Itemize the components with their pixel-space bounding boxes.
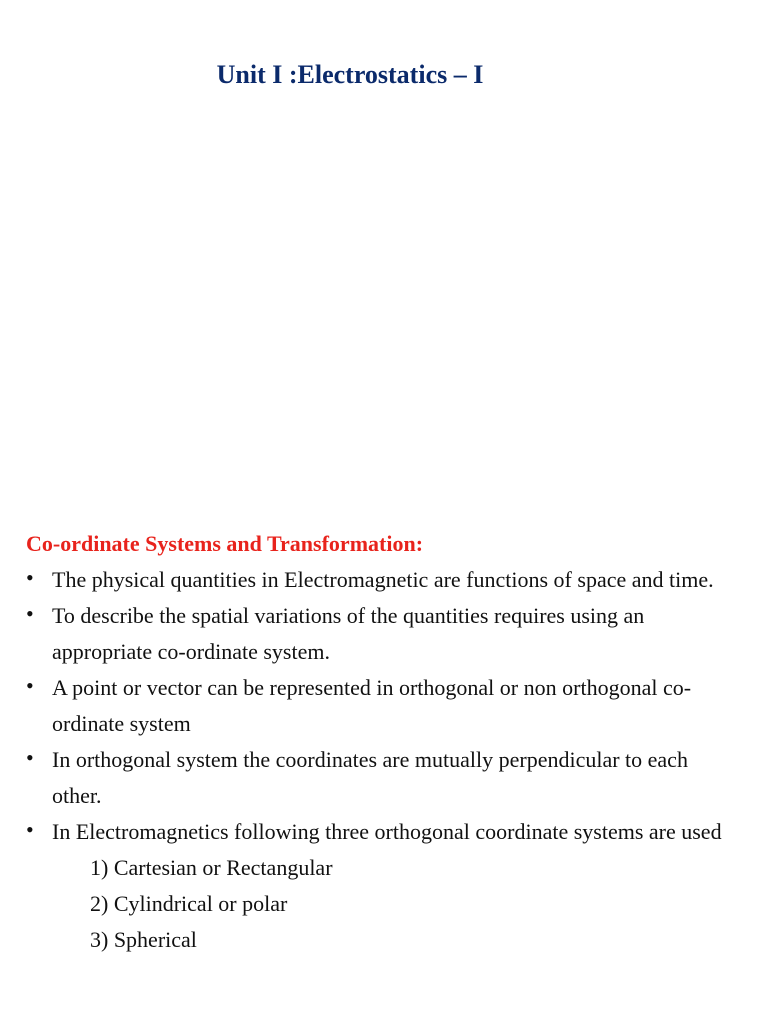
coordinate-system-item: 3) Spherical [90, 927, 197, 952]
coordinate-systems-section [26, 528, 736, 958]
bullet-dot-icon: • [26, 565, 34, 590]
bullet-item [26, 598, 736, 670]
bullet-item [26, 742, 736, 814]
bullet-list [26, 562, 736, 850]
bullet-text: The physical quantities in Electromagnetic are functions of space and time. [52, 567, 714, 592]
coordinate-system-item: 2) Cylindrical or polar [90, 891, 288, 916]
bullet-dot-icon: • [26, 673, 34, 698]
bullet-dot-icon: • [26, 745, 34, 770]
bullet-item [26, 814, 736, 850]
bullet-text: A point or vector can be represented in orthogonal or non orthogonal co-ordinate system [52, 675, 692, 736]
bullet-dot-icon: • [26, 817, 34, 842]
bullet-text: In Electromagnetics following three orthogonal coordinate systems are used [52, 819, 722, 844]
bullet-dot-icon: • [26, 601, 34, 626]
bullet-item [26, 670, 736, 742]
coordinate-system-list [26, 850, 736, 958]
bullet-text: In orthogonal system the coordinates are mutually perpendicular to each other. [52, 747, 688, 808]
bullet-text: To describe the spatial variations of the quantities requires using an appropriate co-ordinate system. [52, 603, 645, 664]
page-title: Unit I :Electrostatics – I [216, 60, 484, 89]
bullet-item [26, 562, 736, 598]
section-heading: Co-ordinate Systems and Transformation: [26, 531, 424, 556]
coordinate-system-item: 1) Cartesian or Rectangular [90, 855, 333, 880]
